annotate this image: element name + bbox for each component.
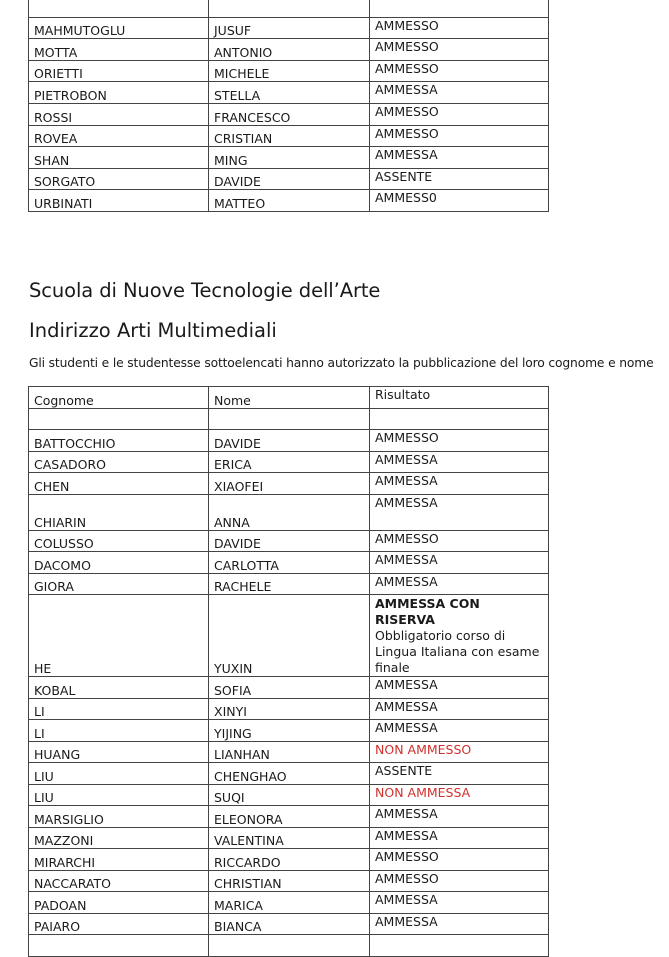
cell-cognome: HE	[29, 595, 209, 677]
table-row	[29, 473, 549, 495]
cell-cognome: HUANG	[29, 741, 209, 763]
cell-nome: MARICA	[209, 892, 370, 914]
cell-cognome: NACCARATO	[29, 870, 209, 892]
cell-nome: CARLOTTA	[209, 552, 370, 574]
cell-risultato: AMMESSA	[370, 827, 549, 849]
cell-nome	[209, 935, 370, 957]
cell-cognome: ROSSI	[29, 103, 209, 125]
cell-risultato: AMMESSA	[370, 573, 549, 595]
cell-cognome: LIU	[29, 763, 209, 785]
cell-risultato: AMMESSA	[370, 451, 549, 473]
cell-risultato	[370, 408, 549, 430]
cell-cognome: ROVEA	[29, 125, 209, 147]
table-row	[29, 784, 549, 806]
cell-nome: DAVIDE	[209, 530, 370, 552]
table-row	[29, 806, 549, 828]
cell-cognome: URBINATI	[29, 190, 209, 212]
table-row	[29, 741, 549, 763]
cell-risultato	[370, 935, 549, 957]
cell-cognome: LI	[29, 698, 209, 720]
cell-risultato: AMMESSA	[370, 698, 549, 720]
cell-nome: STELLA	[209, 82, 370, 104]
table-row	[29, 494, 549, 530]
cell-nome	[209, 408, 370, 430]
cell-risultato: AMMESSO	[370, 530, 549, 552]
table-row	[29, 698, 549, 720]
cell-risultato: AMMESSO	[370, 103, 549, 125]
cell-nome: DAVIDE	[209, 430, 370, 452]
cell-risultato: AMMESSO	[370, 849, 549, 871]
table-row	[29, 827, 549, 849]
cell-nome: RACHELE	[209, 573, 370, 595]
cell-nome: XIAOFEI	[209, 473, 370, 495]
table-row	[29, 17, 549, 39]
cell-nome: MATTEO	[209, 190, 370, 212]
table-row	[29, 870, 549, 892]
results-table	[28, 386, 549, 957]
results-table-previous-body	[29, 0, 549, 211]
school-title: Scuola di Nuove Tecnologie dell’Arte	[29, 279, 381, 302]
table-row	[29, 763, 549, 785]
cell-nome: ANTONIO	[209, 39, 370, 61]
cell-nome: VALENTINA	[209, 827, 370, 849]
cell-cognome: CHIARIN	[29, 494, 209, 530]
cell-cognome: LIU	[29, 784, 209, 806]
table-row	[29, 103, 549, 125]
table-row	[29, 0, 549, 17]
cell-risultato: AMMESSA	[370, 473, 549, 495]
result-note: Obbligatorio corso di Lingua Italiana con esame finale	[375, 628, 540, 675]
cell-nome: SOFIA	[209, 677, 370, 699]
cell-cognome: PIETROBON	[29, 82, 209, 104]
cell-risultato: AMMESSA	[370, 552, 549, 574]
cell-nome: JUSUF	[209, 17, 370, 39]
table-row	[29, 720, 549, 742]
cell-risultato: AMMESSA	[370, 494, 549, 530]
cell-cognome: SHAN	[29, 147, 209, 169]
table-row	[29, 39, 549, 61]
cell-risultato: ASSENTE	[370, 168, 549, 190]
cell-risultato: NON AMMESSO	[370, 741, 549, 763]
cell-cognome: LI	[29, 720, 209, 742]
cell-cognome: BATTOCCHIO	[29, 430, 209, 452]
cell-risultato: NON AMMESSA	[370, 784, 549, 806]
cell-risultato: AMMESSO	[370, 39, 549, 61]
cell-nome: FRANCESCO	[209, 103, 370, 125]
cell-nome: ANNA	[209, 494, 370, 530]
cell-cognome: MOTTA	[29, 39, 209, 61]
cell-risultato: AMMESSA	[370, 806, 549, 828]
cell-nome	[209, 0, 370, 17]
header-nome: Nome	[209, 387, 370, 409]
cell-risultato: AMMESSA	[370, 677, 549, 699]
cell-cognome: MIRARCHI	[29, 849, 209, 871]
cell-cognome: MARSIGLIO	[29, 806, 209, 828]
cell-risultato: AMMESSA	[370, 720, 549, 742]
table-row	[29, 451, 549, 473]
cell-nome: CRISTIAN	[209, 125, 370, 147]
cell-cognome: SORGATO	[29, 168, 209, 190]
cell-nome: MICHELE	[209, 60, 370, 82]
table-row	[29, 573, 549, 595]
cell-risultato: AMMESSA	[370, 147, 549, 169]
cell-risultato: AMMESSO	[370, 430, 549, 452]
intro-text: Gli studenti e le studentesse sottoelencati hanno autorizzato la pubblicazione del loro cognome e nome	[29, 356, 654, 370]
table-row	[29, 408, 549, 430]
cell-cognome: COLUSSO	[29, 530, 209, 552]
cell-cognome: MAHMUTOGLU	[29, 17, 209, 39]
cell-risultato	[370, 0, 549, 17]
cell-cognome: PAIARO	[29, 913, 209, 935]
cell-nome: YIJING	[209, 720, 370, 742]
cell-risultato: AMMESSO	[370, 125, 549, 147]
cell-cognome	[29, 408, 209, 430]
cell-cognome: PADOAN	[29, 892, 209, 914]
table-row	[29, 430, 549, 452]
header-risultato: Risultato	[370, 387, 549, 409]
cell-risultato: AMMESSO	[370, 870, 549, 892]
cell-risultato: AMMESSO	[370, 60, 549, 82]
table-row	[29, 147, 549, 169]
table-row	[29, 190, 549, 212]
results-table-body	[29, 387, 549, 957]
table-row	[29, 677, 549, 699]
cell-cognome: KOBAL	[29, 677, 209, 699]
table-row	[29, 552, 549, 574]
cell-nome: MING	[209, 147, 370, 169]
table-row	[29, 892, 549, 914]
table-row	[29, 913, 549, 935]
table-row	[29, 82, 549, 104]
cell-cognome	[29, 935, 209, 957]
cell-nome: XINYI	[209, 698, 370, 720]
cell-nome: LIANHAN	[209, 741, 370, 763]
cell-cognome: DACOMO	[29, 552, 209, 574]
cell-nome: SUQI	[209, 784, 370, 806]
cell-risultato: AMMESSO	[370, 17, 549, 39]
table-row	[29, 849, 549, 871]
cell-risultato	[370, 595, 549, 677]
cell-nome: CHENGHAO	[209, 763, 370, 785]
cell-nome: ELEONORA	[209, 806, 370, 828]
table-row	[29, 60, 549, 82]
results-table-previous	[28, 0, 549, 212]
cell-cognome: CHEN	[29, 473, 209, 495]
cell-risultato: ASSENTE	[370, 763, 549, 785]
table-row	[29, 595, 549, 677]
table-row	[29, 168, 549, 190]
cell-nome: DAVIDE	[209, 168, 370, 190]
cell-cognome: ORIETTI	[29, 60, 209, 82]
course-title: Indirizzo Arti Multimediali	[29, 319, 277, 342]
cell-risultato: AMMESSA	[370, 82, 549, 104]
cell-risultato: AMMESSA	[370, 892, 549, 914]
header-cognome: Cognome	[29, 387, 209, 409]
cell-cognome: MAZZONI	[29, 827, 209, 849]
cell-nome: CHRISTIAN	[209, 870, 370, 892]
cell-nome: ERICA	[209, 451, 370, 473]
cell-nome: YUXIN	[209, 595, 370, 677]
result-status: AMMESSA CON RISERVA	[375, 596, 480, 627]
cell-risultato: AMMESSA	[370, 913, 549, 935]
cell-nome: RICCARDO	[209, 849, 370, 871]
cell-cognome: GIORA	[29, 573, 209, 595]
cell-risultato: AMMESS0	[370, 190, 549, 212]
table-row	[29, 125, 549, 147]
table-row	[29, 935, 549, 957]
cell-cognome: CASADORO	[29, 451, 209, 473]
table-row	[29, 530, 549, 552]
cell-cognome	[29, 0, 209, 17]
table-header-row	[29, 387, 549, 409]
cell-nome: BIANCA	[209, 913, 370, 935]
